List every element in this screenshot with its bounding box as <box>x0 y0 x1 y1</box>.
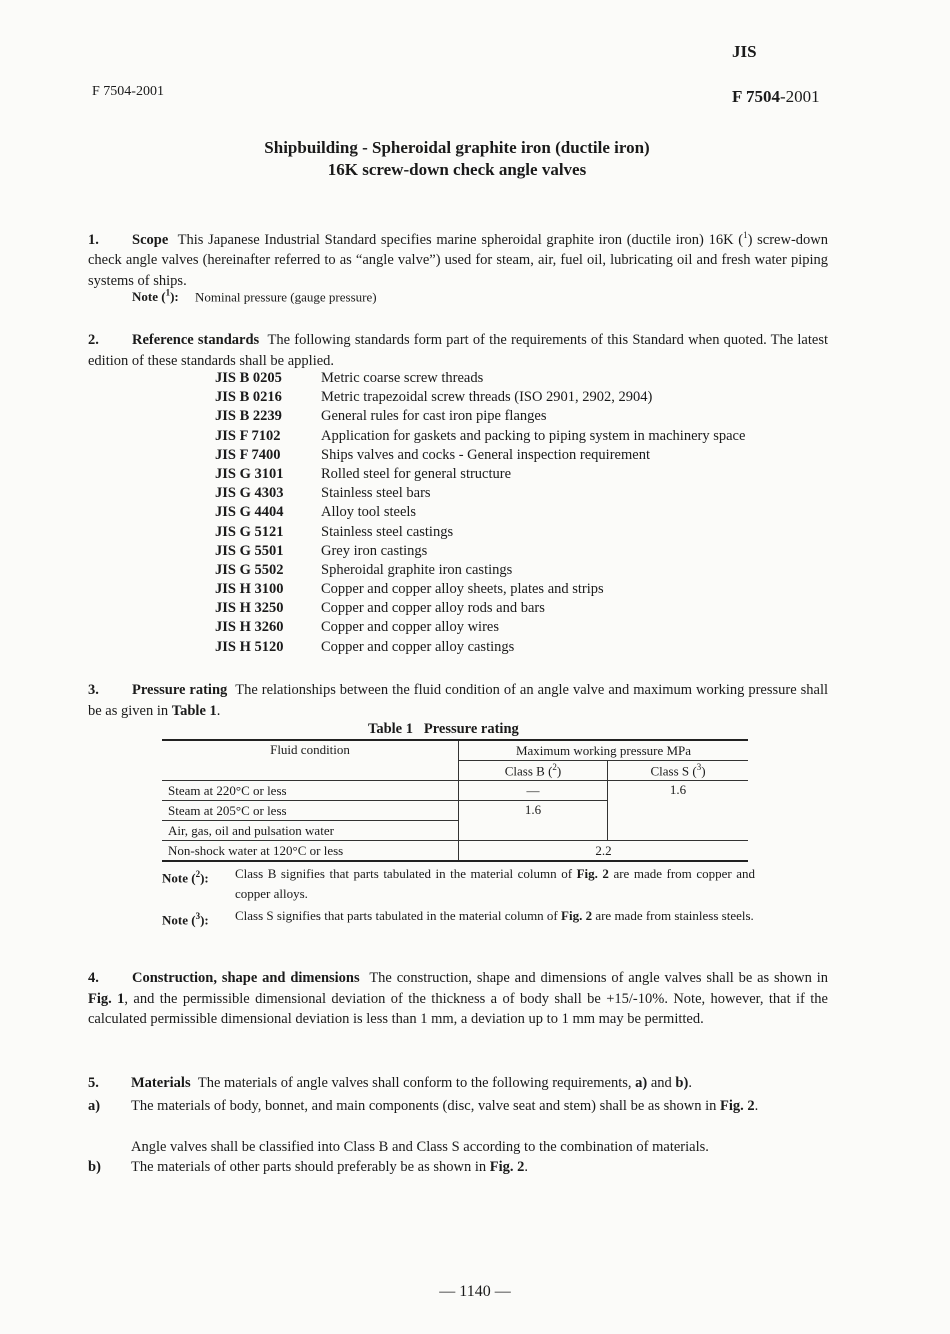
class-b-label: Class B ( <box>504 763 553 779</box>
col-header-class-s <box>608 761 749 781</box>
class-s-ref: 3 <box>696 762 702 772</box>
scope-number: 1. <box>88 231 99 248</box>
standard-title: Grey iron castings <box>321 542 428 559</box>
standard-title: Alloy tool steels <box>321 504 417 521</box>
standard-code: JIS H 3250 <box>215 600 284 617</box>
item-b-label: b) <box>88 1159 101 1175</box>
list-item <box>215 503 745 522</box>
standard-title: Metric trapezoidal screw threads (ISO 2901, 2902, 2904) <box>321 389 653 406</box>
class-b-close: ) <box>556 763 562 779</box>
standard-code: JIS B 0205 <box>215 370 282 386</box>
materials-item-b <box>88 1157 828 1177</box>
title-line-1: Shipbuilding - Spheroidal graphite iron (ductile iron) <box>264 138 650 157</box>
item-a-fig-ref: Fig. 2 <box>720 1098 755 1114</box>
standard-title: Ships valves and cocks - General inspection requirement <box>321 446 650 463</box>
reference-text: The following standards form part of the requirements of this Standard when quoted. The latest edition of these standards shall be applied. <box>88 332 829 369</box>
scope-heading: Scope <box>132 231 169 248</box>
table-cell-fluid: Steam at 220°C or less <box>162 781 459 801</box>
note-label-text: Note ( <box>162 912 196 928</box>
table-cell-fluid: Air, gas, oil and pulsation water <box>162 821 459 841</box>
materials-number: 5. <box>88 1075 99 1091</box>
reference-heading: Reference standards <box>132 332 260 348</box>
col-header-max: Maximum working pressure MPa <box>459 740 749 761</box>
standard-code: JIS G 4303 <box>215 485 284 502</box>
materials-text-end: . <box>688 1075 692 1091</box>
table-cell-fluid: Non-shock water at 120°C or less <box>162 841 459 862</box>
materials-text-a: The materials of angle valves shall conform to the following requirements, <box>197 1075 636 1091</box>
note-text <box>235 906 755 926</box>
note-label-text: Note ( <box>162 870 196 886</box>
construction-text-a: The construction, shape and dimensions of angle valves shall be as shown in <box>369 970 829 986</box>
note-label-ref: 3 <box>195 911 201 921</box>
jis-mark: JIS <box>732 42 757 61</box>
class-s-close: ) <box>701 763 706 779</box>
standard-title: Metric coarse screw threads <box>321 370 484 386</box>
section-scope <box>88 225 828 291</box>
standard-code: JIS H 3260 <box>215 619 284 636</box>
list-item <box>215 388 745 407</box>
construction-number: 4. <box>88 970 99 986</box>
construction-text-b: , and the permissible dimensional deviation of the thickness a of body shall be +15/-10%. Note, however, that if the calculated permissible dimensional deviation is less than 1 mm, a deviation up to 1 mm may be permitted. <box>88 990 828 1027</box>
table-row <box>162 841 748 862</box>
list-item <box>215 580 745 599</box>
list-item <box>215 369 745 388</box>
list-item <box>215 599 745 618</box>
note-label-end: ): <box>200 870 209 886</box>
list-item <box>215 484 745 503</box>
list-item <box>215 618 745 637</box>
note-label <box>162 906 235 930</box>
pressure-heading: Pressure rating <box>132 682 228 698</box>
materials-item-a <box>88 1096 828 1116</box>
item-b-text-end: . <box>524 1159 529 1175</box>
standard-title: Application for gaskets and packing to piping system in machinery space <box>321 427 746 444</box>
list-item <box>215 561 745 580</box>
reference-list <box>215 369 745 657</box>
item-b-text <box>131 1157 825 1177</box>
standard-title: Copper and copper alloy castings <box>321 638 515 655</box>
note-text <box>235 864 755 904</box>
class-s-label: Class S ( <box>650 763 697 779</box>
note-text-b: are made from copper and copper alloys. <box>235 866 755 901</box>
reference-number: 2. <box>88 332 99 348</box>
note-text-a: Class S signifies that parts tabulated in the material column of <box>235 908 562 923</box>
pressure-text: The relationships between the fluid condition of an angle valve and maximum working pressure shall be as given in <box>88 682 828 719</box>
standard-code: JIS B 2239 <box>215 408 282 425</box>
standard-title: Copper and copper alloy wires <box>321 619 499 636</box>
materials-and: and <box>647 1075 676 1091</box>
item-a-text <box>131 1096 825 1116</box>
class-b-ref: 2 <box>552 762 557 772</box>
standard-title: Stainless steel castings <box>321 523 454 540</box>
table-cell-both: 2.2 <box>459 841 749 862</box>
list-item <box>215 465 745 484</box>
scope-text-2: ) screw-down check angle valves (hereinafter referred to as “angle valve”) used for steam, air, fuel oil, lubricating oil and fresh water piping systems of ships. <box>88 231 828 289</box>
section-reference <box>88 330 828 371</box>
scope-note-text: Nominal pressure (gauge pressure) <box>195 289 377 305</box>
section-pressure <box>88 680 828 721</box>
list-item <box>215 427 745 446</box>
table-note-2 <box>162 864 756 904</box>
materials-item-a-2 <box>88 1137 828 1157</box>
standard-title: Copper and copper alloy rods and bars <box>321 600 545 617</box>
standard-title: Rolled steel for general structure <box>321 465 512 482</box>
note-fig-ref: Fig. 2 <box>576 866 609 881</box>
standard-code: JIS F 7102 <box>215 427 281 444</box>
list-item <box>215 523 745 542</box>
item-a-text-main: The materials of body, bonnet, and main components (disc, valve seat and stem) shall be as shown in <box>131 1098 720 1114</box>
construction-fig-ref: Fig. 1 <box>88 990 125 1007</box>
item-a-text-2: Angle valves shall be classified into Class B and Class S according to the combination of materials. <box>131 1139 709 1155</box>
standard-code: JIS G 3101 <box>215 465 284 482</box>
doc-number-left: F 7504-2001 <box>92 84 164 99</box>
scope-note-ref: 1 <box>743 230 748 240</box>
standard-title: Stainless steel bars <box>321 485 431 502</box>
standard-code: JIS F 7400 <box>215 446 281 463</box>
note-label-ref: 2 <box>195 869 201 879</box>
standard-code: JIS B 0216 <box>215 389 282 406</box>
materials-text <box>131 1073 825 1093</box>
note-label-end: ): <box>200 912 209 928</box>
scope-text-1: This Japanese Industrial Standard specifies marine spheroidal graphite iron (ductile iron) 16K ( <box>177 231 744 248</box>
scope-note-label-ref: 1 <box>165 288 171 298</box>
standard-code: JIS G 5121 <box>215 523 284 540</box>
standard-code: JIS H 5120 <box>215 638 284 655</box>
list-item <box>215 638 745 657</box>
pressure-table-ref: Table 1 <box>171 702 217 719</box>
table-cell-class-s: 1.6 <box>608 781 749 841</box>
pressure-text-end: . <box>216 702 221 719</box>
materials-heading: Materials <box>131 1075 191 1091</box>
materials-b-ref: b) <box>675 1075 689 1091</box>
standard-code: JIS G 5501 <box>215 542 284 559</box>
pressure-number: 3. <box>88 682 99 698</box>
doc-number-right-year: -2001 <box>780 87 820 106</box>
list-item <box>215 542 745 561</box>
table-cell-class-b: 1.6 <box>459 801 608 841</box>
title-line-2: 16K screw-down check angle valves <box>327 160 587 179</box>
col-header-fluid: Fluid condition <box>162 740 459 781</box>
construction-heading: Construction, shape and dimensions <box>132 970 360 986</box>
doc-number-right <box>732 87 820 107</box>
item-a-label: a) <box>88 1098 101 1114</box>
standard-title: Copper and copper alloy sheets, plates and strips <box>321 581 604 598</box>
standard-title: Spheroidal graphite iron castings <box>321 561 513 578</box>
item-b-text-main: The materials of other parts should preferably be as shown in <box>131 1159 490 1175</box>
standard-title: General rules for cast iron pipe flanges <box>321 408 547 425</box>
item-b-fig-ref: Fig. 2 <box>489 1159 525 1175</box>
materials-a-ref: a) <box>635 1075 648 1091</box>
list-item <box>215 446 745 465</box>
scope-note <box>132 288 377 305</box>
section-materials <box>88 1073 828 1093</box>
item-a-text-end: . <box>754 1098 759 1114</box>
note-text-b: are made from stainless steels. <box>592 908 754 923</box>
table-note-3 <box>162 906 756 930</box>
table-cell-fluid: Steam at 205°C or less <box>162 801 459 821</box>
pressure-table <box>162 739 748 862</box>
standard-code: JIS H 3100 <box>215 581 284 598</box>
page-number: — 1140 — <box>439 1283 511 1300</box>
scope-note-label-end: ): <box>170 289 179 305</box>
table-row <box>162 781 748 801</box>
note-fig-ref: Fig. 2 <box>561 908 593 923</box>
note-text-a: Class B signifies that parts tabulated in the material column of <box>235 866 577 881</box>
table-caption: Table 1 Pressure rating <box>368 721 519 737</box>
scope-note-label: Note ( <box>132 289 166 305</box>
col-header-class-b <box>459 761 608 781</box>
table-cell-class-b: — <box>459 781 608 801</box>
section-construction <box>88 968 828 1030</box>
doc-number-right-code: F 7504 <box>732 87 781 106</box>
note-label <box>162 864 235 888</box>
standard-code: JIS G 4404 <box>215 504 284 521</box>
standard-code: JIS G 5502 <box>215 561 284 578</box>
list-item <box>215 407 745 426</box>
